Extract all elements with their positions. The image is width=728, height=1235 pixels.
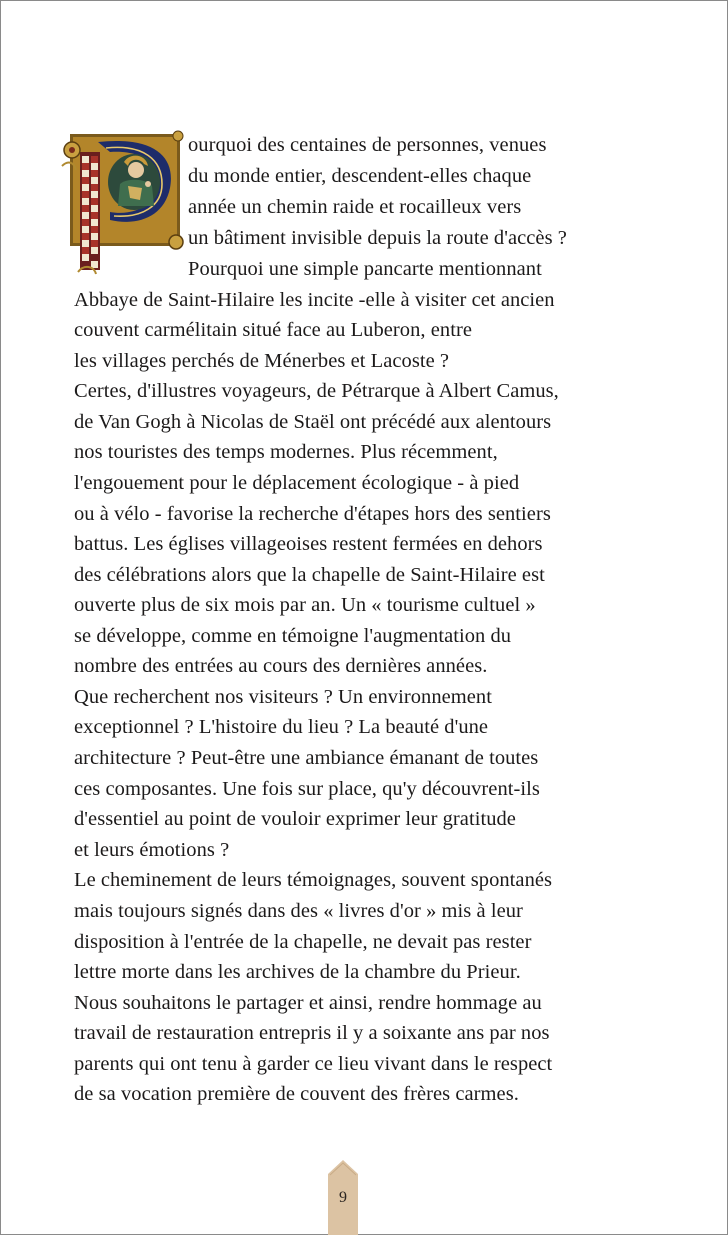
page-number: 9	[339, 1189, 347, 1206]
text-line: exceptionnel ? L'histoire du lieu ? La beauté d'une	[74, 716, 489, 738]
text-line: mais toujours signés dans des « livres d'or » mis à leur	[74, 900, 523, 922]
text-line: année un chemin raide et rocailleux vers	[188, 196, 522, 218]
text-line: ces composantes. Une fois sur place, qu'y découvrent-ils	[74, 778, 540, 800]
text-line: Pourquoi une simple pancarte mentionnant	[188, 258, 542, 280]
text-line: les villages perchés de Ménerbes et Lacoste ?	[74, 350, 450, 372]
text-line: Certes, d'illustres voyageurs, de Pétrarque à Albert Camus,	[74, 380, 559, 402]
text-line: nos touristes des temps modernes. Plus récemment,	[74, 441, 498, 463]
text-line: se développe, comme en témoigne l'augmentation du	[74, 625, 512, 647]
text-line: un bâtiment invisible depuis la route d'accès ?	[188, 227, 567, 249]
text-line: l'engouement pour le déplacement écologique - à pied	[74, 472, 520, 494]
text-line: ou à vélo - favorise la recherche d'étapes hors des sentiers	[74, 503, 551, 525]
text-line: ourquoi des centaines de personnes, venues	[188, 134, 547, 156]
text-line: de sa vocation première de couvent des frères carmes.	[74, 1083, 519, 1105]
text-line: architecture ? Peut-être une ambiance émanant de toutes	[74, 747, 539, 769]
text-line: des célébrations alors que la chapelle de Saint-Hilaire est	[74, 564, 545, 586]
text-line: d'essentiel au point de vouloir exprimer leur gratitude	[74, 808, 516, 830]
text-line: et leurs émotions ?	[74, 839, 230, 861]
text-line: nombre des entrées au cours des dernières années.	[74, 655, 488, 677]
text-line: du monde entier, descendent-elles chaque	[188, 165, 532, 187]
text-line: travail de restauration entrepris il y a soixante ans par nos	[74, 1022, 550, 1044]
text-line: lettre morte dans les archives de la chambre du Prieur.	[74, 961, 521, 983]
text-line: parents qui ont tenu à garder ce lieu vivant dans le respect	[74, 1053, 553, 1075]
text-line: ouverte plus de six mois par an. Un « tourisme cultuel »	[74, 594, 536, 616]
text-line: couvent carmélitain situé face au Luberon, entre	[74, 319, 472, 341]
text-line: disposition à l'entrée de la chapelle, ne devait pas rester	[74, 931, 532, 953]
text-line: Nous souhaitons le partager et ainsi, rendre hommage au	[74, 992, 542, 1014]
text-line: de Van Gogh à Nicolas de Staël ont précédé aux alentours	[74, 411, 552, 433]
text-line: battus. Les églises villageoises restent fermées en dehors	[74, 533, 543, 555]
text-line: Abbaye de Saint-Hilaire les incite -elle à visiter cet ancien	[74, 289, 555, 311]
text-line: Que recherchent nos visiteurs ? Un environnement	[74, 686, 492, 708]
text-line: Le cheminement de leurs témoignages, souvent spontanés	[74, 869, 553, 891]
